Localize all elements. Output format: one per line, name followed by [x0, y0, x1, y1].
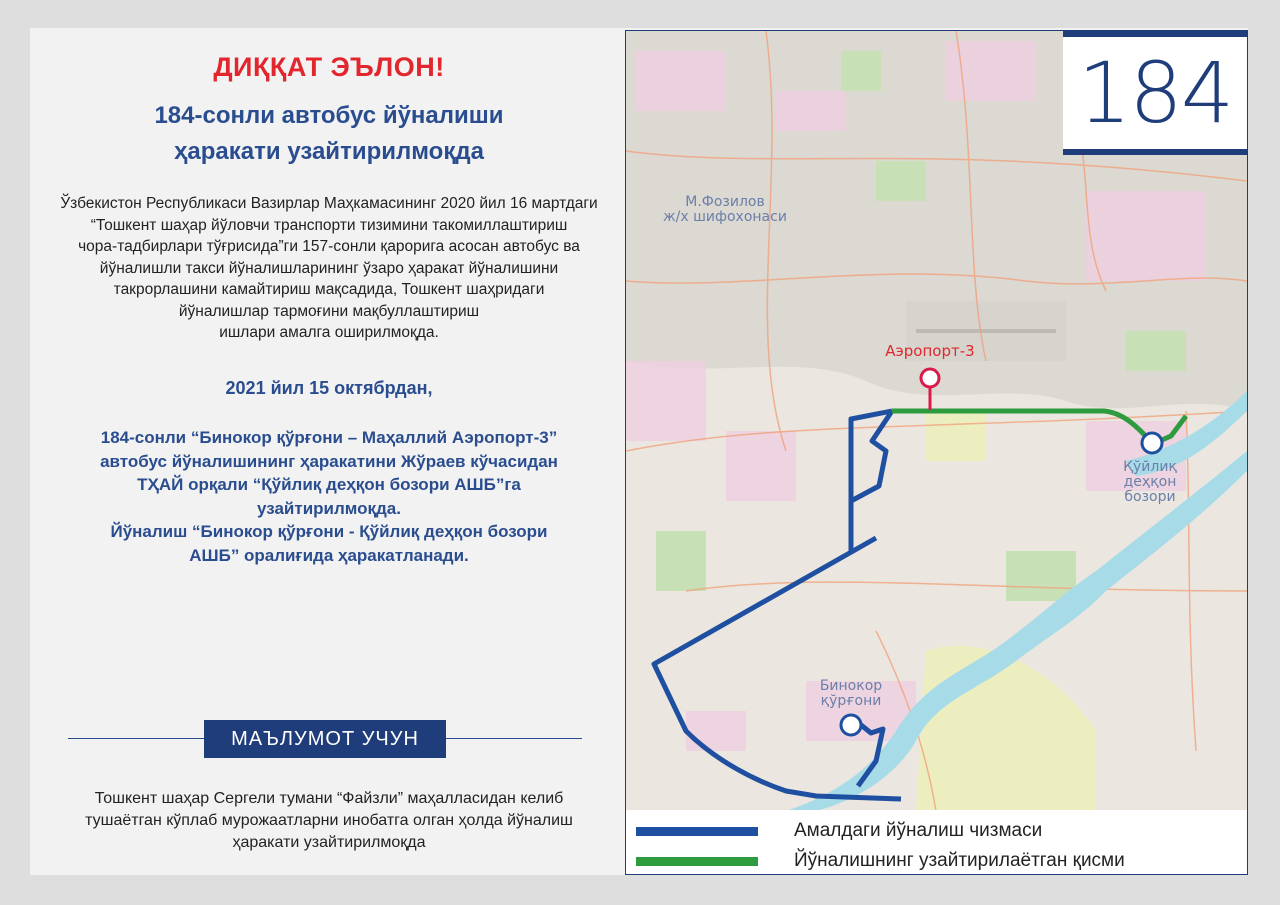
residential-zone: [636, 51, 726, 111]
notice-line: АШБ” оралиғида ҳаракатланади.: [189, 545, 469, 565]
intro-line: йўналишлар тармоғини мақбуллаштириш: [178, 302, 480, 320]
legend-label: Йўналишнинг узайтирилаётган қисми: [794, 850, 1125, 871]
airport-label: Аэропорт-3: [885, 342, 975, 360]
legend-extension: [636, 850, 1125, 872]
footnote-line: Тошкент шаҳар Сергели тумани “Файзли” маҳалласидан келиб: [94, 790, 564, 807]
divider-right: [446, 738, 582, 739]
market-marker: [1142, 433, 1162, 453]
info-label-box: МАЪЛУМОТ УЧУН: [204, 720, 446, 758]
residential-zone: [726, 431, 796, 501]
market-label-line: Қўйлиқ: [1123, 459, 1177, 475]
notice-line: автобус йўналишининг ҳаракатини Жўраев кўчасидан: [100, 451, 558, 471]
start-label: [806, 679, 896, 709]
market-label: [1110, 460, 1190, 505]
route-change-notice: [30, 426, 628, 567]
route-heading-line: ҳаракати узайтирилмоқда: [174, 138, 484, 165]
route-heading-line: 184-сонли автобус йўналиши: [154, 102, 504, 129]
legend-swatch-blue: [636, 827, 758, 836]
park: [841, 51, 881, 91]
notice-line: узайтирилмоқда.: [257, 498, 401, 518]
hospital-label-line: М.Фозилов: [685, 194, 765, 210]
park: [876, 161, 926, 201]
footnote: [30, 788, 628, 854]
divider-left: [68, 738, 204, 739]
start-label-line: қўрғони: [820, 693, 882, 709]
park: [1006, 551, 1076, 601]
effective-date: 2021 йил 15 октябрдан,: [225, 378, 433, 398]
legend-swatch-green: [636, 857, 758, 866]
intro-line: такрорлашини камайтириш мақсадида, Тошкент шаҳридаги: [113, 281, 545, 298]
market-label-line: деҳқон: [1123, 474, 1177, 490]
intro-line: чора-тадбирлари тўғрисида”ги 157-сонли қарорига асосан автобус ва: [78, 238, 580, 255]
notice-line: Йўналиш “Бинокор қўрғони - Қўйлиқ деҳқон бозори: [110, 522, 548, 541]
footnote-line: тушаётган кўплаб мурожаатларни инобатга олган ҳолда йўналиш: [85, 812, 573, 829]
legend-current-route: [636, 820, 1042, 842]
intro-line: ишлари амалга оширилмоқда.: [219, 324, 439, 341]
farmland: [926, 411, 986, 461]
route-heading: [30, 98, 628, 170]
market-label-line: бозори: [1124, 489, 1176, 505]
park: [1126, 331, 1186, 371]
residential-zone: [776, 91, 846, 131]
map-legend: [626, 810, 1247, 874]
intro-line: йўналишли такси йўналишларининг ўзаро ҳаракат йўналишини: [99, 259, 559, 277]
start-label-line: Бинокор: [819, 678, 883, 694]
notice-line: ТҲАЙ орқали “Қўйлиқ деҳқон бозори АШБ”га: [137, 475, 521, 494]
footnote-line: ҳаракати узайтирилмоқда: [232, 834, 426, 851]
route-map: [625, 30, 1248, 875]
route-number-badge: 184: [1063, 31, 1247, 155]
intro-paragraph: [38, 193, 620, 344]
residential-zone: [1086, 191, 1206, 281]
park: [656, 531, 706, 591]
airport-marker: [921, 369, 939, 387]
intro-line: “Тошкент шаҳар йўловчи транспорти тизимини такомиллаштириш: [90, 216, 568, 234]
residential-zone: [686, 711, 746, 751]
attention-title: ДИҚҚАТ ЭЪЛОН!: [213, 52, 445, 82]
intro-line: Ўзбекистон Республикаси Вазирлар Маҳкамасининг 2020 йил 16 мартдаги: [60, 195, 598, 212]
hospital-label: [640, 195, 810, 225]
hospital-label-line: ж/х шифохонаси: [663, 209, 787, 225]
residential-zone: [626, 361, 706, 441]
legend-label: Амалдаги йўналиш чизмаси: [794, 820, 1043, 841]
announcement-panel: [30, 28, 628, 875]
start-marker: [841, 715, 861, 735]
notice-line: 184-сонли “Бинокор қўрғони – Маҳаллий Аэропорт-3”: [100, 428, 558, 447]
